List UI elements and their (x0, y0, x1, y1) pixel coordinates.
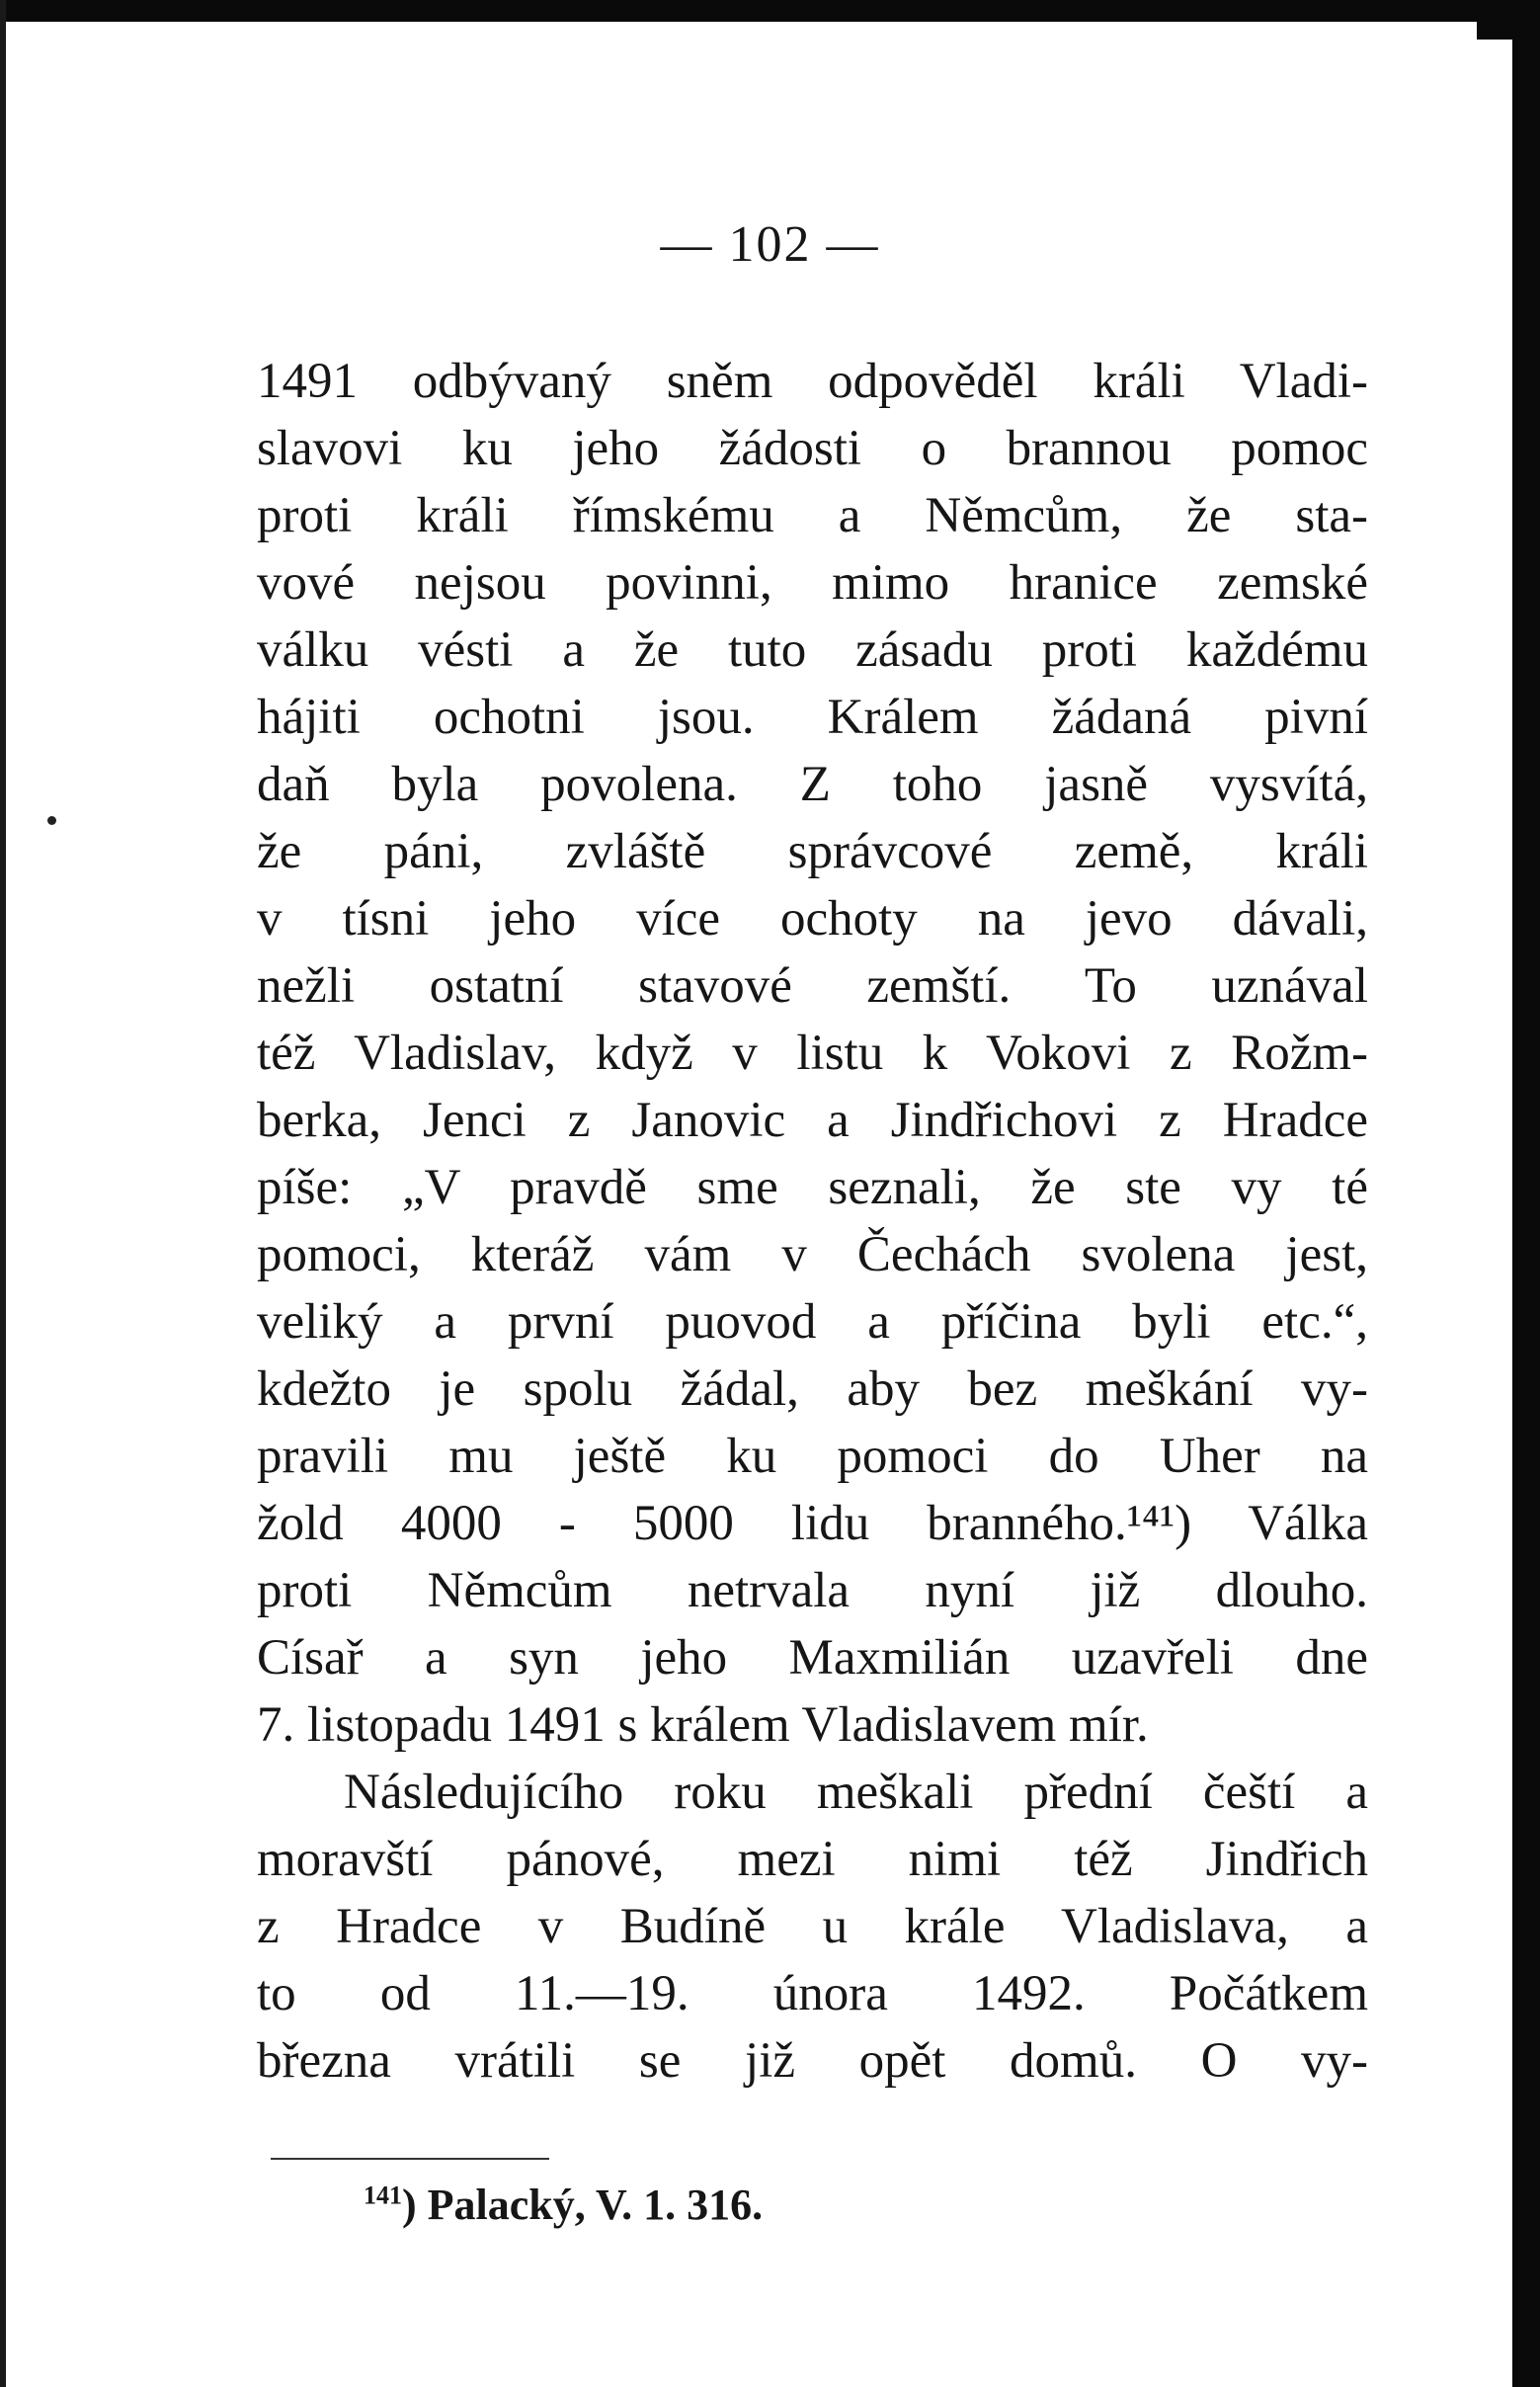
text-line: pravili mu ještě ku pomoci do Uher na (257, 1429, 1368, 1484)
footnote-text: ) Palacký, V. 1. 316. (402, 2181, 764, 2229)
text-line: v tísni jeho více ochoty na jevo dávali, (257, 891, 1368, 947)
text-line: vové nejsou povinni, mimo hranice zemské (257, 555, 1368, 611)
text-line: pomoci, kteráž vám v Čechách svolena jest, (257, 1227, 1368, 1282)
text-line: března vrátili se již opět domů. O vy- (257, 2033, 1368, 2089)
text-line: válku vésti a že tuto zásadu proti každému (257, 622, 1368, 678)
text-line: proti králi římskému a Němcům, že sta- (257, 488, 1368, 543)
text-line: nežli ostatní stavové zemští. To uznával (257, 958, 1368, 1014)
text-line: 7. listopadu 1491 s králem Vladislavem mír. (257, 1697, 1149, 1753)
text-line: berka, Jenci z Janovic a Jindřichovi z Hradce (257, 1093, 1368, 1148)
text-line: též Vladislav, když v listu k Vokovi z Rožm- (257, 1026, 1368, 1081)
footnote (364, 2180, 763, 2230)
paragraph-first-line: Následujícího roku meškali přední čeští a (344, 1765, 1368, 1820)
text-line: 1491 odbývaný sněm odpověděl králi Vladi- (257, 354, 1368, 409)
scan-border-top (0, 0, 1540, 22)
footnote-marker: 141 (364, 2181, 402, 2210)
text-line: moravští pánové, mezi nimi též Jindřich (257, 1832, 1368, 1887)
text-line: žold 4000 - 5000 lidu branného.¹⁴¹) Válka (257, 1496, 1368, 1551)
text-line: veliký a první puovod a příčina byli etc.“, (257, 1294, 1368, 1350)
body-text (257, 348, 1368, 2095)
text-line: z Hradce v Budíně u krále Vladislava, a (257, 1899, 1368, 1954)
text-line: slavovi ku jeho žádosti o brannou pomoc (257, 421, 1368, 476)
scan-border-left (0, 0, 6, 2387)
text-line: proti Němcům netrvala nyní již dlouho. (257, 1563, 1368, 1618)
text-line: daň byla povolena. Z toho jasně vysvítá, (257, 757, 1368, 812)
text-line: Císař a syn jeho Maxmilián uzavřeli dne (257, 1630, 1368, 1686)
text-line: že páni, zvláště správcové země, králi (257, 824, 1368, 879)
footnote-rule (271, 2158, 549, 2160)
text-line: kdežto je spolu žádal, aby bez meškání vy- (257, 1361, 1368, 1417)
text-line: hájiti ochotni jsou. Králem žádaná pivní (257, 690, 1368, 745)
text-line: to od 11.—19. února 1492. Počátkem (257, 1966, 1368, 2021)
scan-border-right (1512, 0, 1540, 2387)
text-line: píše: „V pravdě sme seznali, že ste vy té (257, 1160, 1368, 1215)
page-number: — 102 — (660, 216, 880, 273)
scan-speck (47, 816, 56, 825)
